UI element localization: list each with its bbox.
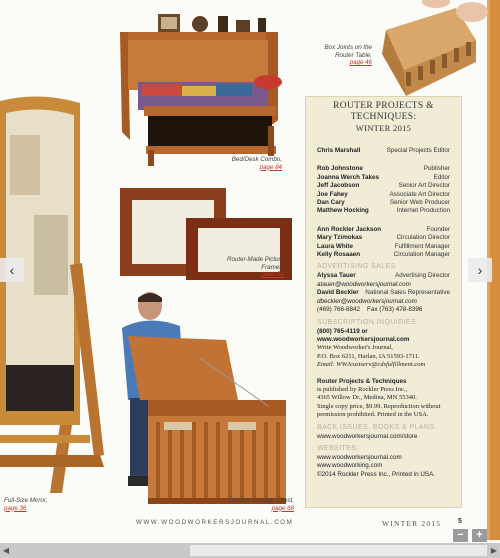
caption-text: Outdoor Storage Chest, — [228, 497, 294, 504]
staff-role: Circulation Manager — [393, 251, 450, 259]
advertising-heading: ADVERTISING SALES — [317, 263, 396, 271]
store-link[interactable]: www.woodworkersjournal.com/store — [317, 432, 418, 440]
caption-text: Full-Size Mirror, — [4, 497, 48, 504]
caption-text: Bed/Desk Combo, — [231, 156, 282, 163]
staff-name: Ann Rockler Jackson — [317, 225, 382, 233]
email-link[interactable]: dbeckler@woodworkersjournal.com — [317, 297, 417, 305]
email-link[interactable]: atauer@woodworkersjournal.com — [317, 280, 411, 288]
caption-mirror — [4, 497, 74, 512]
staff-row — [317, 234, 450, 242]
staff-row — [317, 251, 450, 259]
caption-page-link[interactable]: page 68 — [271, 504, 294, 512]
staff-row — [317, 191, 450, 199]
arrow-right-icon: ▶ — [490, 546, 498, 555]
staff-role: National Sales Representative — [365, 289, 450, 297]
staff-name: Rob Johnstone — [317, 165, 363, 173]
staff-role: Special Projects Editor — [386, 147, 450, 154]
zoom-in-button[interactable] — [472, 529, 487, 542]
staff-row — [317, 147, 450, 155]
page-number: 5 — [458, 518, 462, 525]
scroll-right-button[interactable] — [488, 544, 500, 557]
chevron-left-icon: ‹ — [9, 262, 15, 278]
staff-name: Joanna Werch Takes — [317, 173, 380, 181]
staff-row — [317, 272, 450, 280]
minus-icon: − — [457, 529, 464, 541]
staff-row — [317, 174, 450, 182]
caption-page-link[interactable]: page 84 — [259, 163, 282, 171]
subscription-address-line: Write Woodworker's Journal, — [317, 344, 393, 352]
arrow-left-icon: ◀ — [2, 546, 10, 555]
staff-role: Founder — [426, 225, 450, 233]
staff-name: Dan Cary — [317, 199, 345, 207]
staff-name: David Beckler — [317, 289, 359, 297]
previous-page-button[interactable] — [0, 258, 24, 282]
publisher-info-line: is published by Rockler Press Inc., — [317, 385, 408, 393]
staff-row — [317, 289, 450, 297]
staff-name: Kelly Rosaaen — [317, 251, 361, 259]
staff-name: Laura White — [317, 242, 354, 250]
staff-role: Associate Art Director — [389, 190, 450, 198]
staff-row — [317, 199, 450, 207]
mirror-photo — [0, 95, 108, 500]
scrollbar-thumb[interactable] — [190, 545, 487, 556]
staff-name: Alyssa Tauer — [317, 272, 356, 280]
staff-row — [317, 165, 450, 173]
masthead-panel — [305, 96, 462, 508]
staff-role: Senior Web Producer — [389, 199, 450, 207]
scroll-left-button[interactable] — [0, 544, 12, 557]
publisher-info-line: Single copy price, $9.99. Reproduction without — [317, 402, 441, 410]
caption-page-link[interactable]: page 46 — [349, 59, 372, 66]
staff-role: Advertising Director — [395, 272, 450, 280]
staff-name: Mary Tzimokas — [317, 234, 363, 242]
staff-role: Internet Production — [396, 207, 450, 215]
websites-heading: WEBSITES: — [317, 444, 359, 452]
copyright-line: ©2014 Rockler Press Inc., Printed in USA. — [317, 470, 436, 478]
zoom-out-button[interactable] — [453, 529, 468, 542]
box-joints-photo — [376, 0, 488, 100]
staff-role: Editor — [433, 173, 450, 181]
next-page-button[interactable] — [468, 258, 492, 282]
staff-name: Jeff Jacobson — [317, 182, 360, 190]
footer-issue: WINTER 2015 — [382, 519, 442, 528]
staff-role: Publisher — [423, 165, 450, 173]
staff-role: Circulation Director — [396, 234, 450, 242]
caption-text: Box Joints on the Router Table, — [324, 44, 372, 59]
masthead-title: ROUTER PROJECTS & TECHNIQUES: — [333, 101, 434, 122]
publisher-info-line: 4365 Willow Dr., Medina, MN 55340. — [317, 394, 417, 402]
bed-desk-photo — [118, 10, 288, 168]
subscription-phone: (800) 765-4119 or — [317, 327, 368, 335]
plus-icon: + — [476, 529, 483, 541]
subscription-web-link[interactable]: www.woodworkersjournal.com — [317, 335, 410, 343]
caption-page-link[interactable]: page 54 — [261, 271, 284, 278]
caption-frames — [226, 256, 284, 279]
staff-row — [317, 226, 450, 234]
staff-row — [317, 207, 450, 215]
publisher-info-title: Router Projects & Techniques — [317, 377, 407, 385]
storage-chest-photo — [108, 288, 288, 510]
staff-name: Joe Fahey — [317, 190, 348, 198]
subscription-email[interactable]: Email: WWJcustserv@cdsfulfillment.com — [317, 361, 426, 369]
staff-role: Senior Art Director — [398, 182, 450, 190]
caption-text: Router-Made Picture Frames, — [227, 256, 284, 271]
staff-role: Fulfillment Manager — [394, 242, 450, 250]
masthead-issue: WINTER 2015 — [355, 123, 412, 133]
staff-row — [317, 243, 450, 251]
subscription-heading: SUBSCRIPTION INQUIRIES — [317, 318, 417, 326]
caption-bed-desk — [220, 156, 282, 171]
back-issues-heading: BACK ISSUES, BOOKS & PLANS — [317, 423, 435, 431]
caption-box-joints — [310, 44, 372, 67]
staff-name: Chris Marshall — [317, 147, 361, 154]
footer-url: WWW.WOODWORKERSJOURNAL.COM — [136, 519, 294, 526]
publisher-info-line: permission prohibited. Printed in the USA. — [317, 411, 429, 419]
caption-page-link[interactable]: page 36 — [4, 504, 27, 512]
chevron-right-icon: › — [477, 262, 483, 278]
staff-row — [317, 182, 450, 190]
subscription-address-line: P.O. Box 6211, Harlan, IA 51593-1711. — [317, 352, 420, 360]
caption-storage-chest — [222, 497, 294, 512]
website-link[interactable]: www.woodworkersjournal.com — [317, 453, 402, 461]
staff-name: Matthew Hocking — [317, 207, 369, 215]
website-link[interactable]: www.woodworking.com — [317, 462, 383, 470]
advertising-phone: (469) 766-8842 Fax (763) 478-8396 — [317, 306, 423, 314]
